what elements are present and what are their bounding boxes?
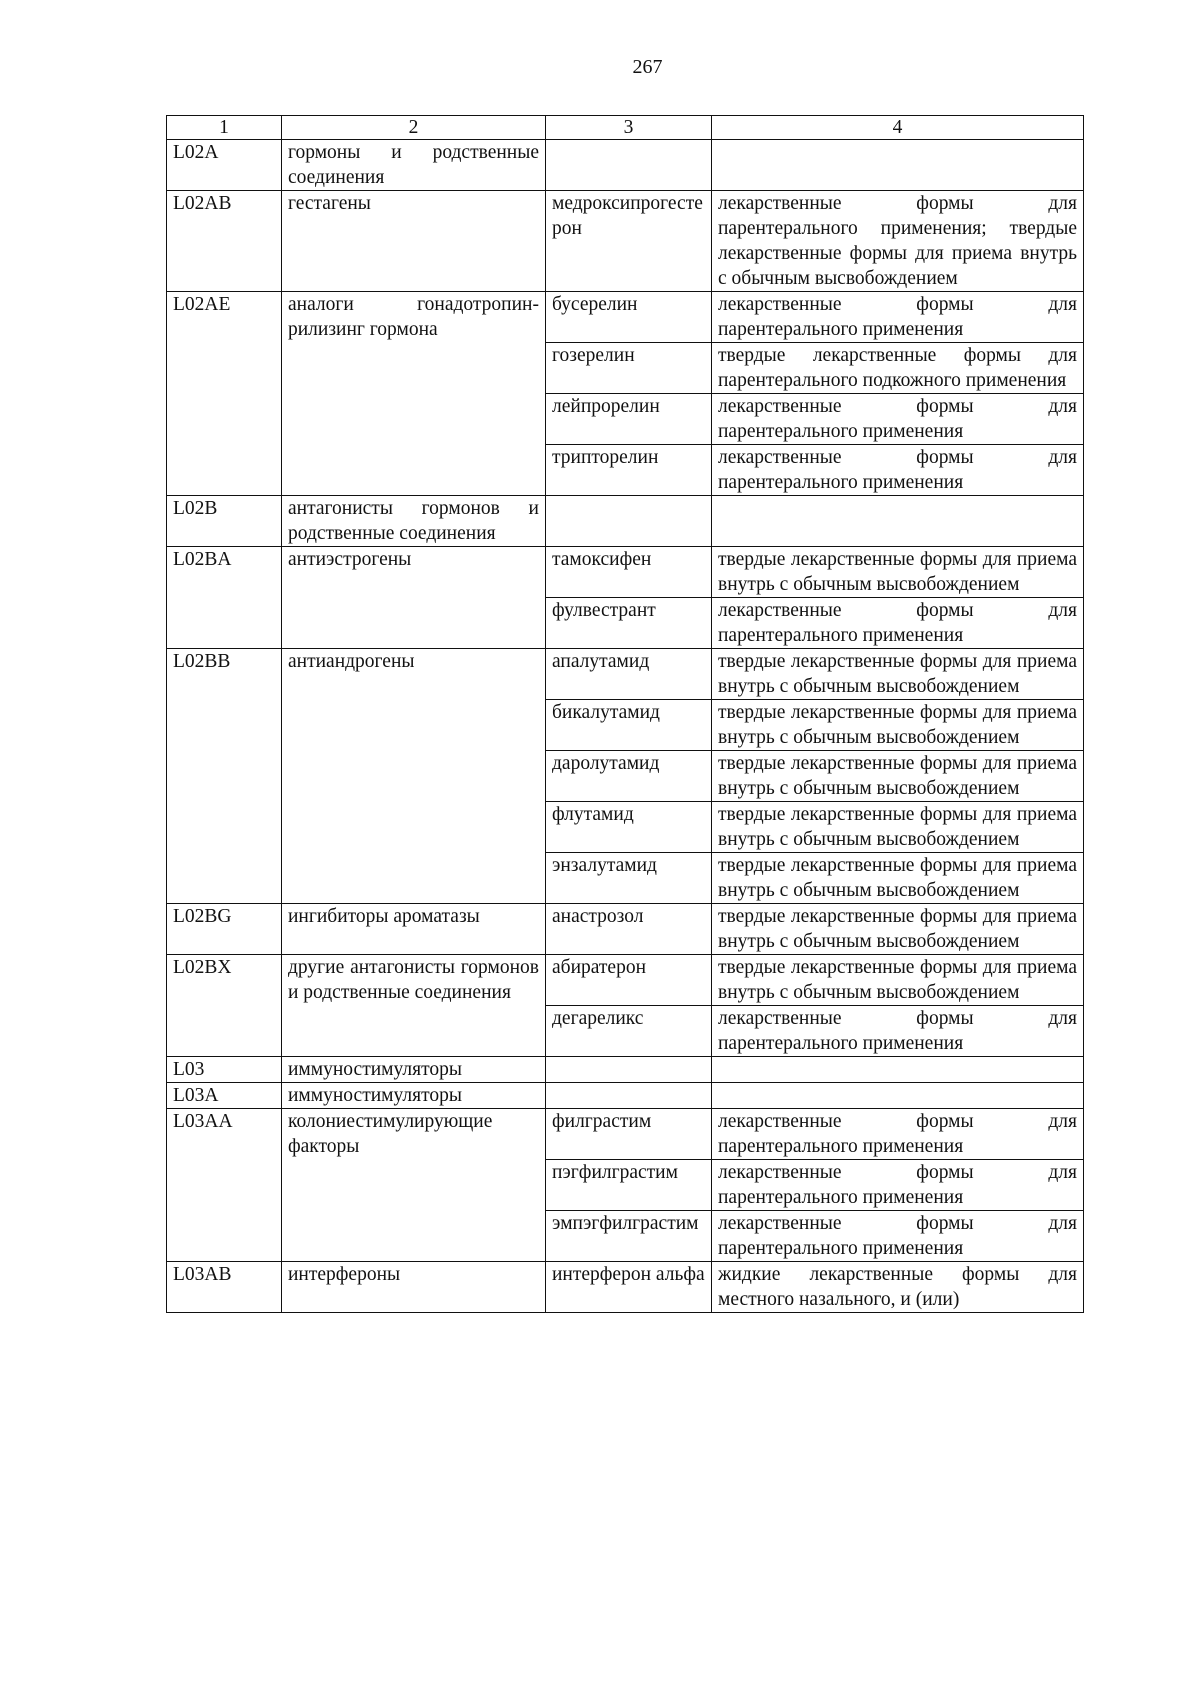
- dosage-form-cell: [712, 496, 1084, 547]
- atc-code-cell: L02A: [167, 140, 282, 191]
- anatomical-group-cell: колониестимулирующие факторы: [282, 1109, 546, 1262]
- dosage-form-cell: твердые лекарственные формы для приема внутрь с обычным высвобождением: [712, 547, 1084, 598]
- atc-code-cell: L03AA: [167, 1109, 282, 1262]
- drug-name-cell: [546, 1083, 712, 1109]
- dosage-form-cell: твердые лекарственные формы для парентерального подкожного применения: [712, 343, 1084, 394]
- anatomical-group-cell: ингибиторы ароматазы: [282, 904, 546, 955]
- drug-name-cell: лейпрорелин: [546, 394, 712, 445]
- anatomical-group-cell: иммуностимуляторы: [282, 1083, 546, 1109]
- header-row: [167, 116, 1084, 140]
- drug-table: [166, 115, 1084, 1313]
- atc-code-cell: L03: [167, 1057, 282, 1083]
- anatomical-group-cell: гормоны и родственные соединения: [282, 140, 546, 191]
- dosage-form-cell: лекарственные формы для парентерального применения: [712, 292, 1084, 343]
- dosage-form-cell: твердые лекарственные формы для приема внутрь с обычным высвобождением: [712, 700, 1084, 751]
- header-cell-2: 2: [282, 116, 546, 140]
- drug-name-cell: тамоксифен: [546, 547, 712, 598]
- anatomical-group-cell: антиандрогены: [282, 649, 546, 904]
- drug-name-cell: дегареликс: [546, 1006, 712, 1057]
- drug-name-cell: апалутамид: [546, 649, 712, 700]
- drug-name-cell: гозерелин: [546, 343, 712, 394]
- anatomical-group-cell: гестагены: [282, 191, 546, 292]
- atc-code-cell: L02BB: [167, 649, 282, 904]
- dosage-form-cell: лекарственные формы для парентерального применения: [712, 1160, 1084, 1211]
- atc-code-cell: L02AB: [167, 191, 282, 292]
- dosage-form-cell: [712, 1057, 1084, 1083]
- dosage-form-cell: лекарственные формы для парентерального применения; твердые лекарственные формы для приема внутрь с обычным высвобождением: [712, 191, 1084, 292]
- table-row: [167, 904, 1084, 955]
- dosage-form-cell: твердые лекарственные формы для приема внутрь с обычным высвобождением: [712, 751, 1084, 802]
- dosage-form-cell: лекарственные формы для парентерального применения: [712, 445, 1084, 496]
- dosage-form-cell: лекарственные формы для парентерального применения: [712, 598, 1084, 649]
- table-row: [167, 1083, 1084, 1109]
- atc-code-cell: L02BX: [167, 955, 282, 1057]
- atc-code-cell: L03AB: [167, 1262, 282, 1313]
- anatomical-group-cell: другие антагонисты гормонов и родственные соединения: [282, 955, 546, 1057]
- table-body: [167, 140, 1084, 1313]
- table-row: [167, 547, 1084, 598]
- dosage-form-cell: твердые лекарственные формы для приема внутрь с обычным высвобождением: [712, 802, 1084, 853]
- dosage-form-cell: твердые лекарственные формы для приема внутрь с обычным высвобождением: [712, 955, 1084, 1006]
- anatomical-group-cell: иммуностимуляторы: [282, 1057, 546, 1083]
- table-row: [167, 1262, 1084, 1313]
- dosage-form-cell: твердые лекарственные формы для приема внутрь с обычным высвобождением: [712, 649, 1084, 700]
- drug-name-cell: эмпэгфилграстим: [546, 1211, 712, 1262]
- table-row: [167, 955, 1084, 1006]
- drug-name-cell: флутамид: [546, 802, 712, 853]
- drug-name-cell: медроксипрогестерон: [546, 191, 712, 292]
- drug-name-cell: бусерелин: [546, 292, 712, 343]
- drug-name-cell: пэгфилграстим: [546, 1160, 712, 1211]
- drug-name-cell: фулвестрант: [546, 598, 712, 649]
- table-row: [167, 140, 1084, 191]
- atc-code-cell: L02AE: [167, 292, 282, 496]
- anatomical-group-cell: антагонисты гормонов и родственные соединения: [282, 496, 546, 547]
- header-cell-4: 4: [712, 116, 1084, 140]
- header-cell-3: 3: [546, 116, 712, 140]
- drug-name-cell: даролутамид: [546, 751, 712, 802]
- anatomical-group-cell: антиэстрогены: [282, 547, 546, 649]
- dosage-form-cell: [712, 1083, 1084, 1109]
- drug-name-cell: бикалутамид: [546, 700, 712, 751]
- dosage-form-cell: [712, 140, 1084, 191]
- drug-name-cell: абиратерон: [546, 955, 712, 1006]
- drug-name-cell: трипторелин: [546, 445, 712, 496]
- drug-name-cell: [546, 496, 712, 547]
- dosage-form-cell: лекарственные формы для парентерального применения: [712, 394, 1084, 445]
- drug-name-cell: [546, 1057, 712, 1083]
- page-number: 267: [632, 56, 663, 78]
- drug-name-cell: интерферон альфа: [546, 1262, 712, 1313]
- drug-name-cell: энзалутамид: [546, 853, 712, 904]
- drug-name-cell: [546, 140, 712, 191]
- table-row: [167, 191, 1084, 292]
- atc-code-cell: L02B: [167, 496, 282, 547]
- header-cell-1: 1: [167, 116, 282, 140]
- atc-code-cell: L02BG: [167, 904, 282, 955]
- table-row: [167, 292, 1084, 343]
- dosage-form-cell: твердые лекарственные формы для приема внутрь с обычным высвобождением: [712, 904, 1084, 955]
- dosage-form-cell: лекарственные формы для парентерального применения: [712, 1006, 1084, 1057]
- drug-name-cell: филграстим: [546, 1109, 712, 1160]
- dosage-form-cell: твердые лекарственные формы для приема внутрь с обычным высвобождением: [712, 853, 1084, 904]
- atc-code-cell: L02BA: [167, 547, 282, 649]
- drug-name-cell: анастрозол: [546, 904, 712, 955]
- table-row: [167, 1057, 1084, 1083]
- anatomical-group-cell: интерфероны: [282, 1262, 546, 1313]
- table-row: [167, 496, 1084, 547]
- dosage-form-cell: лекарственные формы для парентерального применения: [712, 1211, 1084, 1262]
- table-row: [167, 1109, 1084, 1160]
- table-row: [167, 649, 1084, 700]
- anatomical-group-cell: аналоги гонадотропин-рилизинг гормона: [282, 292, 546, 496]
- atc-code-cell: L03A: [167, 1083, 282, 1109]
- dosage-form-cell: лекарственные формы для парентерального применения: [712, 1109, 1084, 1160]
- dosage-form-cell: жидкие лекарственные формы для местного назального, и (или): [712, 1262, 1084, 1313]
